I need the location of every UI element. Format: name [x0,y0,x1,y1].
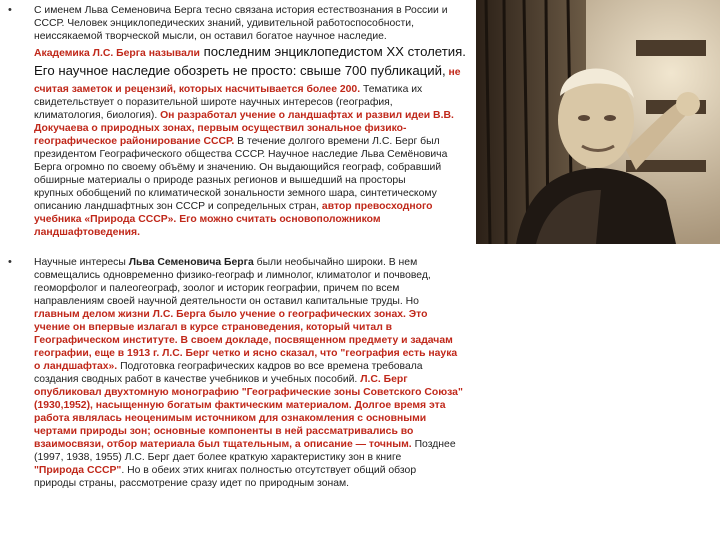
text-span: Позднее [411,439,456,450]
text-line: геоморфолог и палеогеограф, зоолог и историк географии, причем по всем [34,283,400,294]
highlight-text: не [445,67,461,78]
highlight-text: Л.С. Берг [360,374,408,385]
text-line: направлениям своей научной деятельности он оставил капитальные труды. Но [34,296,419,307]
text-line [34,360,674,373]
highlight-text: "Природа СССР" [34,465,122,476]
text-line: природы страны, рассмотрение сразу идет по природным зонам. [34,478,350,489]
bullet-marker: • [8,256,12,268]
emphasis-text: Льва Семеновича Берга [128,257,254,268]
text-span: были необычайно широки. В нем [253,257,418,268]
highlight-text: Докучаева о природных зонах, первым осуществил зональное физико- [34,123,407,134]
highlight-text: Он разработал учение о ландшафтах и развил идеи В.В. [157,110,454,121]
text-line [34,373,674,386]
text-line [34,464,674,477]
highlight-text: считая заметок и рецензий, которых насчитывается более 200. [34,84,361,95]
emphasis-text: Его научное наследие обозреть не просто: свыше 700 публикаций, [34,63,446,78]
text-line [34,256,674,269]
highlight-text: учение он впервые излагал в курсе страноведения, который читал в [34,322,393,333]
highlight-text: о ландшафтах». [34,361,118,372]
text-line [34,135,474,148]
text-line [34,109,474,122]
text-line: С именем Льва Семеновича Берга тесно связана история естествознания в России и [34,5,448,16]
paragraph-intro-cont [34,83,474,239]
highlight-text: (1930,1952), насыщенную богатым фактическим материалом. Долгое время эта [34,400,446,411]
text-line: Берга огромно по своему объёму и значению. Он выдающийся географ, собравший [34,162,442,173]
text-span: описанию ландшафтных зон СССР и сопредельных стран, [34,201,320,212]
text-line: совмещались одновременно физико-географ и лимнолог, климатолог и почвовед, [34,270,431,281]
highlight-text: работа являлась неоценимым источником для ознакомления с основными [34,413,427,424]
highlight-text: автор превосходного [319,201,433,212]
text-span: . Но в обеих этих книгах полностью отсутствует общий обзор [121,465,417,476]
text-span: Научные интересы [34,257,129,268]
text-line [34,43,474,62]
text-span: В течение долгого времени Л.С. Берг был [234,136,440,147]
text-span: Тематика их [360,84,423,95]
highlight-text: взаимосвязи, отбор материала был тщательным, а описание — точным. [34,439,412,450]
highlight-text: опубликовал двухтомную монографию "Географические зоны Советского Союза" [34,387,463,398]
text-span: Подготовка географических кадров во все времена требовала [117,361,423,372]
highlight-text: географии, еще в 1913 г. Л.С. Берг четко и ясно сказал, что "география есть наука [34,348,458,359]
portrait-photo-art [476,0,720,244]
text-line: обширные материалы о природе разных регионов и вышедший на просторы [34,175,406,186]
text-line: президентом Географического общества СССР. Научное наследие Льва Семёновича [34,149,448,160]
text-line: (1997, 1938, 1955) Л.С. Берг дает более краткую характеристику зон в книге [34,452,402,463]
highlight-text: чертами природы зон; основные компоненты в ней рассматривались во [34,426,414,437]
text-line [34,83,474,96]
bullet-marker: • [8,4,12,16]
highlight-text: ландшафтоведения. [34,227,140,238]
text-line: неиссякаемой творческой мысли, он оставил богатое научное наследие. [34,31,387,42]
text-line [34,200,474,213]
text-line: свидетельствует о поразительной широте научных интересов (география, [34,97,393,108]
text-span: создания сводных работ в качестве учебников и учебных пособий. [34,374,361,385]
text-span: климатология, биология). [34,110,158,121]
portrait-photo [476,0,720,244]
paragraph-intro [34,4,474,81]
highlight-text: Географическом институте. В своем докладе, посвященном предмету и задачам [34,335,453,346]
emphasis-text: последним энциклопедистом XX столетия. [199,44,466,59]
text-line: СССР. Человек энциклопедических знаний, удивительной работоспособности, [34,18,414,29]
text-line [34,62,474,81]
highlight-text: географическое районирование СССР. [34,136,235,147]
text-line: крупных обобщений по климатической зональности земного шара, синтетическому [34,188,437,199]
highlight-text: Академика Л.С. Берга называли [34,48,200,59]
highlight-text: учебника «Природа СССР». Его можно считать основоположником [34,214,381,225]
highlight-text: главным делом жизни Л.С. Берга было учение о географических зонах. Это [34,309,428,320]
paragraph-interests [34,256,674,490]
text-line [34,438,674,451]
